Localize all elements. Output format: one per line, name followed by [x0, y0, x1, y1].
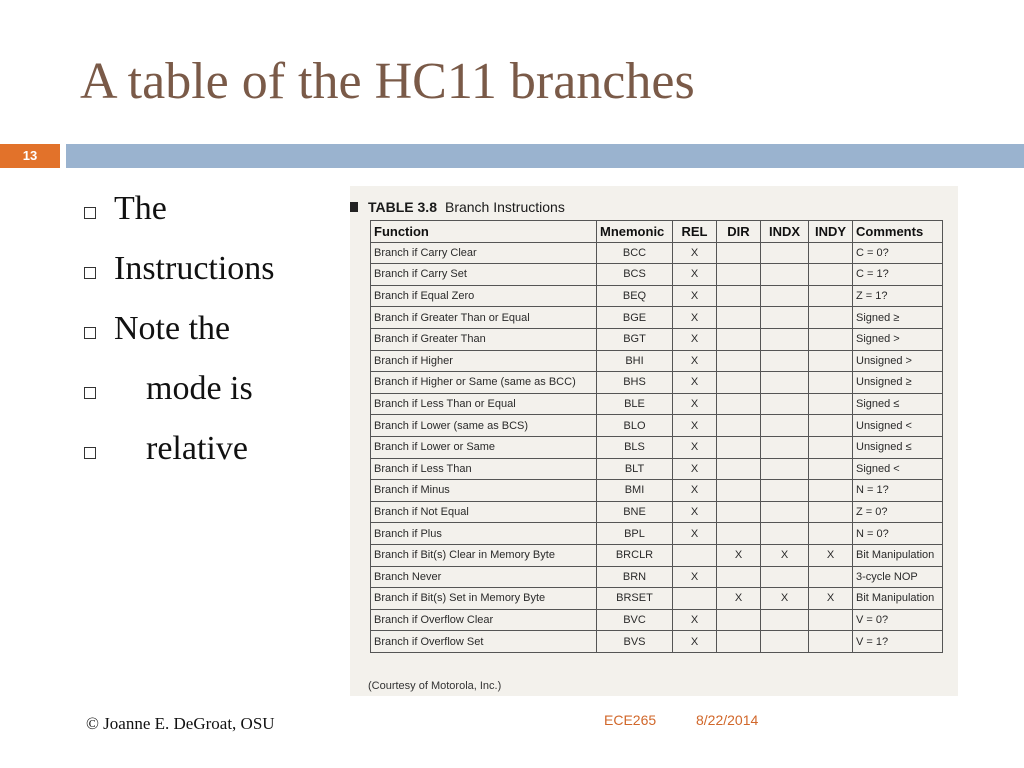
table-row	[371, 523, 943, 545]
table-cell: X	[673, 264, 717, 286]
table-cell	[761, 372, 809, 394]
table-cell: X	[673, 328, 717, 350]
table-cell: C = 0?	[853, 242, 943, 264]
table-cell: BGT	[597, 328, 673, 350]
table-cell: BHI	[597, 350, 673, 372]
table-cell: BCC	[597, 242, 673, 264]
table-cell	[761, 350, 809, 372]
table-cell: BLO	[597, 415, 673, 437]
table-cell: BRN	[597, 566, 673, 588]
table-cell: BMI	[597, 480, 673, 502]
footer-author: © Joanne E. DeGroat, OSU	[86, 714, 275, 733]
table-cell: X	[673, 372, 717, 394]
table-cell	[761, 415, 809, 437]
table-cell	[761, 307, 809, 329]
table-cell	[761, 566, 809, 588]
square-bullet-icon	[84, 447, 96, 459]
bullet-text: Note the	[114, 310, 231, 347]
table-cell	[809, 480, 853, 502]
table-cell: X	[673, 631, 717, 653]
table-cell	[717, 350, 761, 372]
table-cell	[809, 285, 853, 307]
table-cell	[761, 501, 809, 523]
table-cell	[809, 372, 853, 394]
table-cell	[761, 328, 809, 350]
table-photo	[350, 186, 958, 696]
table-cell: X	[673, 415, 717, 437]
table-cell	[761, 609, 809, 631]
table-cell: Branch if Higher or Same (same as BCC)	[371, 372, 597, 394]
square-bullet-icon	[84, 327, 96, 339]
square-bullet-icon	[84, 207, 96, 219]
table-cell: Branch if Greater Than	[371, 328, 597, 350]
table-row	[371, 458, 943, 480]
footer-date: 8/22/2014	[696, 712, 759, 728]
table-header-row	[371, 221, 943, 243]
table-cell: BVC	[597, 609, 673, 631]
table-cell: X	[673, 458, 717, 480]
table-body	[371, 242, 943, 652]
table-row	[371, 393, 943, 415]
table-cell	[717, 609, 761, 631]
table-cell: Branch Never	[371, 566, 597, 588]
table-header-cell: INDX	[761, 221, 809, 243]
table-cell: Branch if Overflow Clear	[371, 609, 597, 631]
table-cell	[761, 242, 809, 264]
table-cell: X	[673, 523, 717, 545]
table-cell: BCS	[597, 264, 673, 286]
table-cell	[717, 415, 761, 437]
table-cell: X	[673, 307, 717, 329]
table-cell: V = 0?	[853, 609, 943, 631]
table-cell	[717, 458, 761, 480]
table-cell: X	[673, 242, 717, 264]
table-cell: BRCLR	[597, 544, 673, 566]
table-cell	[717, 328, 761, 350]
table-cell	[809, 393, 853, 415]
table-cell	[809, 264, 853, 286]
table-cell	[761, 523, 809, 545]
table-cell: N = 0?	[853, 523, 943, 545]
table-caption-label: TABLE 3.8	[368, 199, 437, 215]
table-cell: BVS	[597, 631, 673, 653]
table-header-cell: Comments	[853, 221, 943, 243]
table-row	[371, 307, 943, 329]
table-cell: Bit Manipulation	[853, 544, 943, 566]
square-bullet-icon	[84, 267, 96, 279]
table-cell: X	[673, 350, 717, 372]
table-row	[371, 631, 943, 653]
table-row	[371, 436, 943, 458]
table-cell	[717, 393, 761, 415]
table-cell: X	[809, 588, 853, 610]
table-cell: Branch if Carry Clear	[371, 242, 597, 264]
bullet-text: Instructions	[114, 250, 275, 287]
table-cell: BHS	[597, 372, 673, 394]
table-cell: Unsigned ≥	[853, 372, 943, 394]
table-cell: Branch if Greater Than or Equal	[371, 307, 597, 329]
table-caption-text: Branch Instructions	[444, 199, 565, 215]
table-header-cell: Mnemonic	[597, 221, 673, 243]
table-cell: X	[673, 501, 717, 523]
table-cell	[809, 501, 853, 523]
table-cell: Bit Manipulation	[853, 588, 943, 610]
table-row	[371, 264, 943, 286]
table-cell	[717, 631, 761, 653]
table-cell: N = 1?	[853, 480, 943, 502]
table-cell	[717, 264, 761, 286]
table-caption	[368, 199, 565, 215]
table-cell	[809, 242, 853, 264]
branch-instructions-table	[370, 220, 943, 653]
table-cell: BNE	[597, 501, 673, 523]
table-cell: BRSET	[597, 588, 673, 610]
table-cell	[809, 307, 853, 329]
table-cell	[761, 264, 809, 286]
table-row	[371, 609, 943, 631]
table-row	[371, 480, 943, 502]
table-cell: Signed >	[853, 328, 943, 350]
slide-number: 13	[0, 144, 60, 168]
table-cell: X	[673, 393, 717, 415]
table-cell: V = 1?	[853, 631, 943, 653]
table-cell	[717, 307, 761, 329]
table-cell	[761, 285, 809, 307]
table-row	[371, 350, 943, 372]
table-cell: Branch if Less Than or Equal	[371, 393, 597, 415]
table-cell: Branch if Minus	[371, 480, 597, 502]
table-cell	[761, 631, 809, 653]
table-cell	[717, 285, 761, 307]
table-cell: BGE	[597, 307, 673, 329]
table-cell	[717, 242, 761, 264]
table-cell	[809, 631, 853, 653]
table-cell: X	[717, 588, 761, 610]
table-cell	[717, 436, 761, 458]
table-cell: X	[673, 285, 717, 307]
table-row	[371, 372, 943, 394]
square-bullet-icon	[84, 387, 96, 399]
table-header-cell: INDY	[809, 221, 853, 243]
table-cell	[673, 544, 717, 566]
table-cell	[761, 436, 809, 458]
table-cell	[761, 393, 809, 415]
table-header-cell: REL	[673, 221, 717, 243]
table-row	[371, 544, 943, 566]
table-header-cell: DIR	[717, 221, 761, 243]
table-cell: C = 1?	[853, 264, 943, 286]
bullet-text: relative	[146, 430, 248, 467]
table-cell	[761, 458, 809, 480]
table-cell: BEQ	[597, 285, 673, 307]
table-cell: Branch if Equal Zero	[371, 285, 597, 307]
table-cell	[809, 328, 853, 350]
table-cell: BLE	[597, 393, 673, 415]
table-cell	[717, 372, 761, 394]
table-cell	[809, 523, 853, 545]
bullet-text: mode is	[146, 370, 253, 407]
caption-marker	[350, 202, 358, 212]
table-cell: X	[761, 544, 809, 566]
table-cell: Signed <	[853, 458, 943, 480]
table-cell: BLS	[597, 436, 673, 458]
table-cell	[809, 350, 853, 372]
footer-course: ECE265	[604, 712, 657, 728]
table-row	[371, 566, 943, 588]
bullet-text: The	[114, 190, 167, 227]
table-cell: Branch if Bit(s) Set in Memory Byte	[371, 588, 597, 610]
table-cell: Branch if Bit(s) Clear in Memory Byte	[371, 544, 597, 566]
table-cell: X	[673, 480, 717, 502]
table-cell	[761, 480, 809, 502]
table-row	[371, 285, 943, 307]
table-cell	[717, 523, 761, 545]
table-row	[371, 588, 943, 610]
table-cell	[809, 458, 853, 480]
table-cell	[717, 566, 761, 588]
table-cell: X	[673, 566, 717, 588]
table-cell: Branch if Less Than	[371, 458, 597, 480]
table-cell: Signed ≥	[853, 307, 943, 329]
table-cell: Unsigned <	[853, 415, 943, 437]
table-cell: X	[809, 544, 853, 566]
table-cell	[717, 480, 761, 502]
table-row	[371, 501, 943, 523]
table-courtesy-note: (Courtesy of Motorola, Inc.)	[368, 680, 502, 692]
table-cell: Unsigned >	[853, 350, 943, 372]
slide-title: A table of the HC11 branches	[80, 53, 695, 110]
table-cell: Signed ≤	[853, 393, 943, 415]
table-row	[371, 328, 943, 350]
table-cell: Branch if Lower or Same	[371, 436, 597, 458]
table-cell: Branch if Higher	[371, 350, 597, 372]
table-cell: X	[673, 436, 717, 458]
table-cell: X	[761, 588, 809, 610]
table-cell	[809, 566, 853, 588]
table-row	[371, 242, 943, 264]
table-cell: Z = 0?	[853, 501, 943, 523]
table-cell	[673, 588, 717, 610]
table-header-cell: Function	[371, 221, 597, 243]
table-cell	[809, 609, 853, 631]
table-cell: Z = 1?	[853, 285, 943, 307]
table-cell: 3-cycle NOP	[853, 566, 943, 588]
table-row	[371, 415, 943, 437]
table-cell	[809, 415, 853, 437]
table-cell: Branch if Overflow Set	[371, 631, 597, 653]
table-cell: Branch if Plus	[371, 523, 597, 545]
table-cell: X	[717, 544, 761, 566]
title-divider-bar	[66, 144, 1024, 168]
table-cell: Branch if Carry Set	[371, 264, 597, 286]
table-cell: X	[673, 609, 717, 631]
table-cell: BLT	[597, 458, 673, 480]
table-cell: BPL	[597, 523, 673, 545]
table-cell: Branch if Not Equal	[371, 501, 597, 523]
table-cell	[809, 436, 853, 458]
table-cell	[717, 501, 761, 523]
table-cell: Unsigned ≤	[853, 436, 943, 458]
table-cell: Branch if Lower (same as BCS)	[371, 415, 597, 437]
